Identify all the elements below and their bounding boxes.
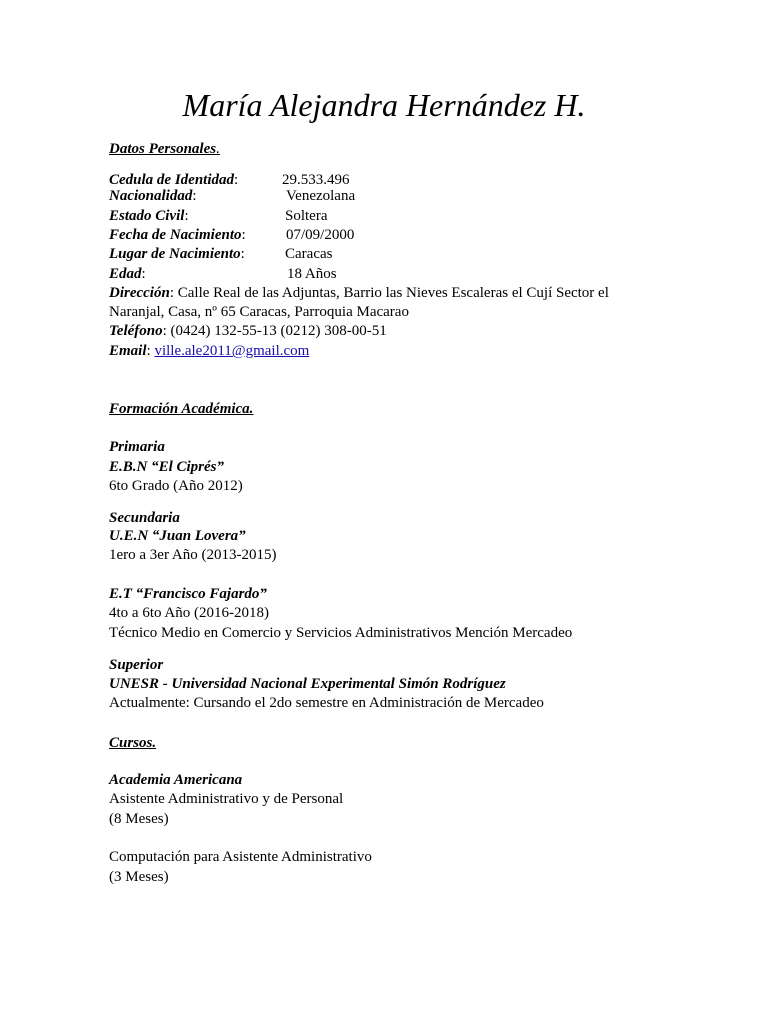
address-text-1: Calle Real de las Adjuntas, Barrio las Nieves Escaleras el Cují Sector el	[177, 285, 609, 301]
course-1-title: Asistente Administrativo y de Personal	[109, 791, 344, 807]
value-edad: 18 Años	[287, 266, 337, 282]
value-fecha-nacimiento: 07/09/2000	[286, 227, 355, 243]
label-lugar-nacimiento: Lugar de Nacimiento	[109, 246, 241, 262]
email-link[interactable]: ville.ale2011@gmail.com	[154, 343, 310, 359]
education-heading: Formación Académica.	[109, 401, 254, 417]
colon: :	[241, 227, 246, 243]
tech-detail: Técnico Medio en Comercio y Servicios Administrativos Mención Mercadeo	[109, 625, 573, 641]
colon: :	[162, 323, 167, 339]
primary-label: Primaria	[109, 439, 165, 455]
email-line	[109, 342, 309, 361]
row-lugar-nacimiento-label	[109, 245, 245, 264]
phone-line	[109, 322, 387, 341]
row-nacionalidad-label	[109, 187, 197, 206]
colon: :	[184, 208, 189, 224]
colon: :	[192, 188, 197, 204]
value-estado-civil: Soltera	[285, 208, 328, 224]
course-2-duration: (3 Meses)	[109, 869, 169, 885]
higher-detail: Actualmente: Cursando el 2do semestre en Administración de Mercadeo	[109, 695, 544, 711]
secondary-label: Secundaria	[109, 510, 180, 526]
address-line-1	[109, 284, 609, 303]
colon: :	[169, 285, 174, 301]
personal-data-heading	[109, 140, 220, 159]
address-line-2: Naranjal, Casa, nº 65 Caracas, Parroquia Macarao	[109, 304, 409, 320]
primary-detail: 6to Grado (Año 2012)	[109, 478, 243, 494]
label-edad: Edad	[109, 266, 142, 282]
label-cedula: Cedula de Identidad	[109, 172, 235, 188]
label-nacionalidad: Nacionalidad	[109, 188, 193, 204]
tech-school: E.T “Francisco Fajardo”	[109, 586, 267, 602]
cv-name-title: María Alejandra Hernández H.	[182, 87, 586, 123]
label-email: Email	[109, 343, 147, 359]
primary-school: E.B.N “El Ciprés”	[109, 459, 225, 475]
colon: :	[240, 246, 245, 262]
label-fecha-nacimiento: Fecha de Nacimiento	[109, 227, 242, 243]
label-direccion: Dirección	[109, 285, 170, 301]
course-1-duration: (8 Meses)	[109, 811, 169, 827]
academy-name: Academia Americana	[109, 772, 243, 788]
label-telefono: Teléfono	[109, 323, 163, 339]
row-edad-label	[109, 265, 146, 284]
course-2-title: Computación para Asistente Administrativo	[109, 849, 372, 865]
value-nacionalidad: Venezolana	[286, 188, 356, 204]
value-cedula: 29.533.496	[282, 172, 350, 188]
secondary-detail: 1ero a 3er Año (2013-2015)	[109, 547, 277, 563]
label-estado-civil: Estado Civil	[109, 208, 185, 224]
tech-years: 4to a 6to Año (2016-2018)	[109, 605, 269, 621]
row-estado-civil-label	[109, 207, 189, 226]
row-fecha-nacimiento-label	[109, 226, 246, 245]
colon: :	[146, 343, 151, 359]
courses-heading: Cursos.	[109, 735, 157, 751]
personal-data-heading-dot: .	[216, 141, 220, 157]
phone-value: (0424) 132-55-13 (0212) 308-00-51	[170, 323, 387, 339]
value-lugar-nacimiento: Caracas	[285, 246, 333, 262]
secondary-school: U.E.N “Juan Lovera”	[109, 528, 246, 544]
colon: :	[141, 266, 146, 282]
higher-school: UNESR - Universidad Nacional Experimental Simón Rodríguez	[109, 676, 506, 692]
colon: :	[234, 172, 239, 188]
personal-data-heading-text: Datos Personales	[109, 141, 217, 157]
higher-label: Superior	[109, 657, 164, 673]
